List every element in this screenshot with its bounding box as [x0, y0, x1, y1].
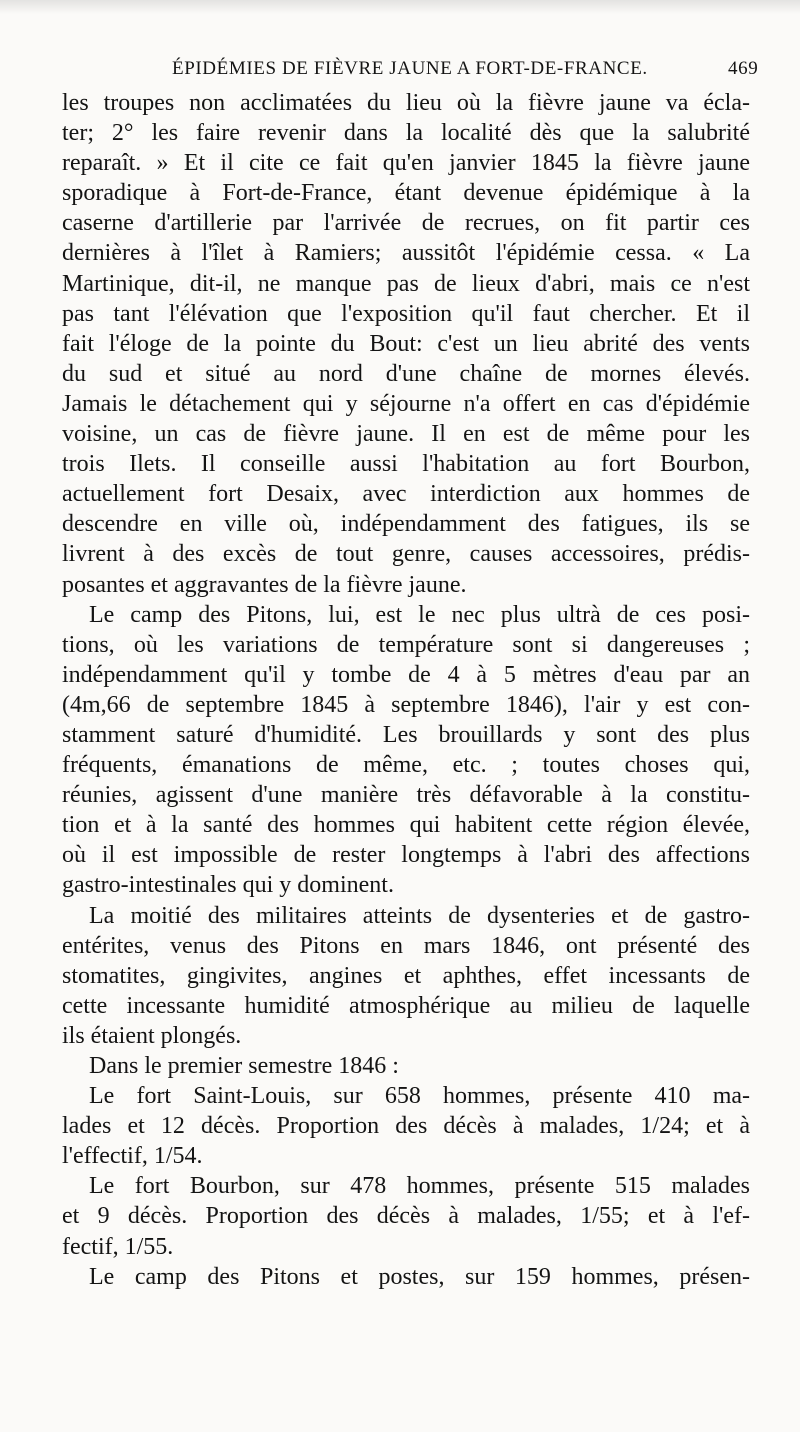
text-line: ils étaient plongés.: [62, 1022, 242, 1049]
text-line: actuellement fort Desaix, avec interdiction aux hommes de: [62, 481, 750, 508]
text-line: fait l'éloge de la pointe du Bout: c'est un lieu abrité des vents: [62, 330, 750, 357]
text-line: reparaît. » Et il cite ce fait qu'en janvier 1845 la fièvre jaune: [62, 150, 750, 177]
scan-edge-shadow: [0, 0, 800, 14]
text-line: les troupes non acclimatées du lieu où la fièvre jaune va écla-: [62, 90, 750, 116]
page-number: 469: [728, 58, 759, 79]
text-line: fréquents, émanations de même, etc. ; toutes choses qui,: [62, 752, 750, 779]
text-line: sporadique à Fort-de-France, étant devenue épidémique à la: [62, 180, 750, 207]
text-line: livrent à des excès de tout genre, causes accessoires, prédis-: [62, 541, 750, 568]
text-line: indépendamment qu'il y tombe de 4 à 5 mètres d'eau par an: [62, 661, 750, 688]
text-line: caserne d'artillerie par l'arrivée de recrues, on fit partir ces: [62, 210, 750, 237]
text-line: réunies, agissent d'une manière très défavorable à la constitu-: [62, 782, 750, 809]
text-line: tions, où les variations de température sont si dangereuses ;: [62, 631, 750, 658]
text-line: Le camp des Pitons et postes, sur 159 hommes, présen-: [89, 1263, 750, 1290]
text-line: cette incessante humidité atmosphérique au milieu de laquelle: [62, 992, 750, 1019]
text-line: gastro-intestinales qui y dominent.: [62, 872, 394, 899]
text-line: (4m,66 de septembre 1845 à septembre 1846), l'air y est con-: [62, 691, 750, 718]
body-text: [62, 88, 750, 1292]
text-line: l'effectif, 1/54.: [62, 1143, 203, 1170]
text-line: trois Ilets. Il conseille aussi l'habitation au fort Bourbon,: [62, 451, 750, 478]
text-line: voisine, un cas de fièvre jaune. Il en est de même pour les: [62, 421, 750, 448]
text-line: ter; 2° les faire revenir dans la localité dès que la salubrité: [62, 120, 750, 147]
text-line: dernières à l'îlet à Ramiers; aussitôt l'épidémie cessa. « La: [62, 240, 750, 267]
text-line: Dans le premier semestre 1846 :: [89, 1053, 399, 1079]
text-line: pas tant l'élévation que l'exposition qu'il faut chercher. Et il: [62, 300, 750, 327]
text-line: lades et 12 décès. Proportion des décès à malades, 1/24; et à: [62, 1113, 750, 1140]
text-line: Le camp des Pitons, lui, est le nec plus ultrà de ces posi-: [89, 601, 750, 628]
text-line: Le fort Bourbon, sur 478 hommes, présente 515 malades: [89, 1173, 750, 1200]
text-line: Jamais le détachement qui y séjourne n'a offert en cas d'épidémie: [62, 390, 750, 417]
text-line: Martinique, dit-il, ne manque pas de lieux d'abri, mais ce n'est: [62, 270, 750, 297]
text-line: entérites, venus des Pitons en mars 1846, ont présenté des: [62, 932, 750, 959]
text-line: où il est impossible de rester longtemps à l'abri des affections: [62, 842, 750, 869]
text-line: et 9 décès. Proportion des décès à malades, 1/55; et à l'ef-: [62, 1203, 750, 1230]
text-line: stomatites, gingivites, angines et aphthes, effet incessants de: [62, 962, 750, 989]
text-line: stamment saturé d'humidité. Les brouillards y sont des plus: [62, 721, 750, 748]
running-header: [0, 58, 800, 88]
text-line: tion et à la santé des hommes qui habitent cette région élevée,: [62, 812, 750, 839]
text-line: descendre en ville où, indépendamment des fatigues, ils se: [62, 511, 750, 538]
text-line: La moitié des militaires atteints de dysenteries et de gastro-: [89, 902, 750, 929]
text-line: du sud et situé au nord d'une chaîne de mornes élevés.: [62, 360, 750, 387]
text-line: Le fort Saint-Louis, sur 658 hommes, présente 410 ma-: [89, 1083, 750, 1110]
header-title: ÉPIDÉMIES DE FIÈVRE JAUNE A FORT-DE-FRANCE.: [172, 58, 648, 79]
text-line: posantes et aggravantes de la fièvre jaune.: [62, 571, 467, 598]
text-line: fectif, 1/55.: [62, 1233, 174, 1260]
